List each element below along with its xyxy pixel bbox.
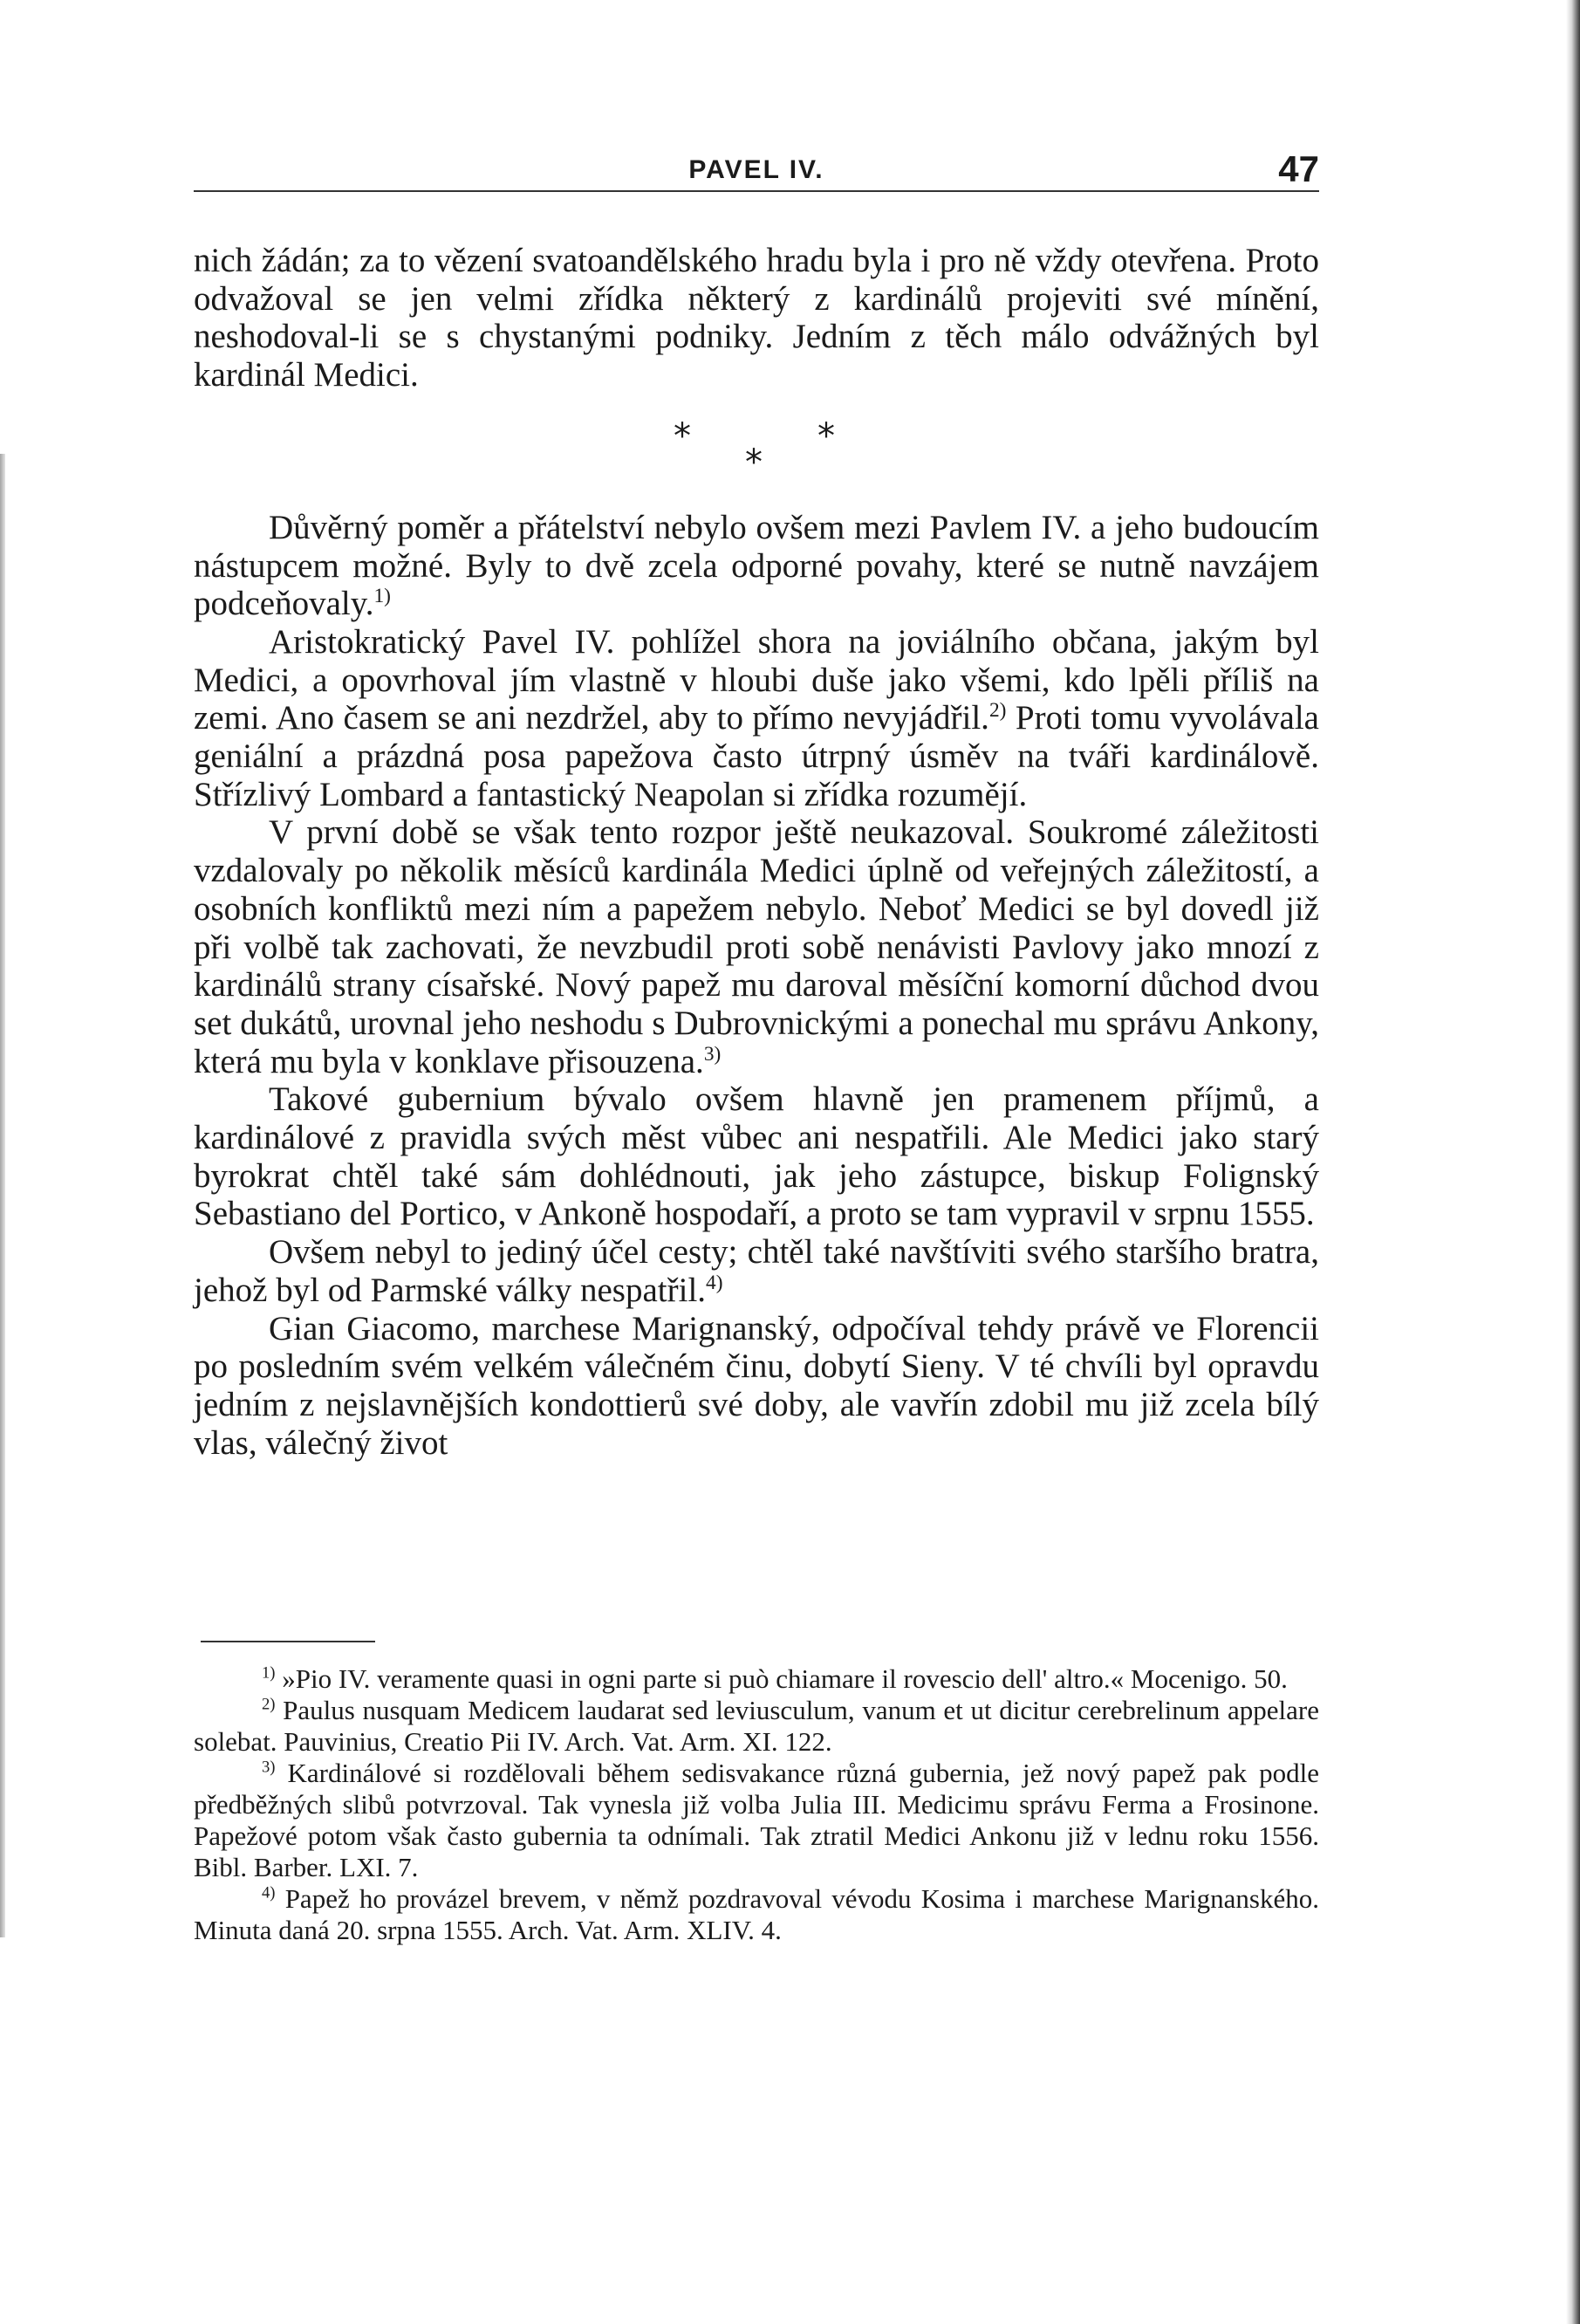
page-edge-left — [0, 454, 5, 1937]
paragraph-2-text: Důvěrný poměr a přátelství nebylo ovšem mezi Pavlem IV. a jeho budoucím nástupcem možné. Byly to dvě zcela odporné povahy, které se nutně navzájem podceňovaly. — [194, 508, 1319, 623]
footnote-rule — [201, 1641, 375, 1642]
footnotes — [194, 1663, 1319, 1946]
paragraph-6-text: Ovšem nebyl to jediný účel cesty; chtěl také navštíviti svého staršího bratra, jehož byl od Parmské války nespatřil. — [194, 1233, 1319, 1309]
footnote-text: Kardinálové si rozdělovali během sedisvakance různá gubernia, jež nový papež pak podle předběžných slibů potvrzoval. Tak vynesla již volba Julia III. Medicimu správu Ferma a Frosinone. Papežové potom však často gubernia ta odnímali. Tak ztratil Medici Ankonu již v lednu roku 1556. Bibl. Barber. LXI. 7. — [194, 1758, 1319, 1882]
footnote-text: Papež ho provázel brevem, v němž pozdravoval vévodu Kosima i marchese Marignanského. Minuta daná 20. srpna 1555. Arch. Vat. Arm. XLIV. 4. — [194, 1883, 1319, 1945]
footnote-mark: 4) — [262, 1883, 276, 1902]
paragraph-6 — [194, 1233, 1319, 1309]
paragraph-1: nich žádán; za to vězení svatoandělského hradu byla i pro ně vždy otevřena. Proto odvažoval se jen velmi zřídka některý z kardinálů projeviti své mínění, neshodoval-li se s chystanými podniky. Jedním z těch málo odvážných byl kardinál Medici. — [194, 242, 1319, 394]
footnote-mark: 3) — [262, 1758, 276, 1777]
running-head: PAVEL IV. — [688, 155, 824, 184]
footnote-ref-1: 1) — [373, 585, 391, 608]
body-text — [194, 242, 1319, 1462]
page-edge-right — [1566, 0, 1580, 2324]
paragraph-3-text-b: Proti tomu vyvolávala geniální a prázdná posa papežova často útrpný úsměv na tváři kardinálově. Střízlivý Lombard a fantastický Neapolan si zřídka rozumějí. — [194, 699, 1319, 813]
footnote — [194, 1663, 1319, 1695]
separator-asterisk: * — [817, 415, 835, 456]
footnote-mark: 1) — [262, 1663, 276, 1683]
footnote-ref-4: 4) — [706, 1271, 723, 1294]
paragraph-4-text: V první době se však tento rozpor ještě neukazoval. Soukromé záležitosti vzdalovaly po několik měsíců kardinála Medici úplně od veřejných záležitostí, a osobních konfliktů mezi ním a papežem nebylo. Neboť Medici se byl dovedl již při volbě tak zachovati, že nevzbudil proti sobě nenávisti Pavlovy jako mnozí z kardinálů strany císařské. Nový papež mu daroval měsíční komorní důchod dvou set dukátů, urovnal jeho neshodu s Dubrovnickými a ponechal mu správu Ankony, která mu byla v konklave přisouzena. — [194, 813, 1319, 1080]
header-rule — [194, 190, 1319, 192]
paragraph-4 — [194, 813, 1319, 1080]
paragraph-2 — [194, 509, 1319, 623]
footnote-text: »Pio IV. veramente quasi in ogni parte si può chiamare il rovescio dell' altro.« Mocenigo. 50. — [275, 1663, 1288, 1694]
footnote-ref-3: 3) — [703, 1042, 722, 1066]
footnote-ref-2: 2) — [988, 699, 1007, 723]
footnote — [194, 1758, 1319, 1883]
paragraph-7: Gian Giacomo, marchese Marignanský, odpočíval tehdy právě ve Florencii po posledním svém velkém válečném činu, dobytí Sieny. V té chvíli byl opravdu jedním z nejslavnějších kondottierů své doby, ale vavřín zdobil mu již zcela bílý vlas, válečný život — [194, 1309, 1319, 1462]
paragraph-3 — [194, 623, 1319, 814]
footnote — [194, 1883, 1319, 1946]
separator-asterisk: * — [674, 415, 691, 456]
separator-asterisk: * — [745, 442, 763, 483]
footnote-mark: 2) — [262, 1695, 276, 1714]
section-separator — [194, 394, 1319, 509]
footnote — [194, 1695, 1319, 1758]
paragraph-5: Takové gubernium bývalo ovšem hlavně jen pramenem příjmů, a kardinálové z pravidla svých měst vůbec ani nespatřili. Ale Medici jako starý byrokrat chtěl také sám dohlédnouti, jak jeho zástupce, biskup Folignský Sebastiano del Portico, v Ankoně hospodaří, a proto se tam vypravil v srpnu 1555. — [194, 1080, 1319, 1233]
page-number: 47 — [1278, 148, 1319, 189]
paragraph-3-text-a: Aristokratický Pavel IV. pohlížel shora na joviálního občana, jakým byl Medici, a opovrhoval jím vlastně v hloubi duše jako všemi, kdo lpěli příliš na zemi. Ano časem se ani nezdržel, aby to přímo nevyjádřil. — [194, 622, 1319, 737]
footnote-text: Paulus nusquam Medicem laudarat sed leviusculum, vanum et ut dicitur cerebrelinum appelare solebat. Pauvinius, Creatio Pii IV. Arch. Vat. Arm. XI. 122. — [194, 1695, 1319, 1757]
